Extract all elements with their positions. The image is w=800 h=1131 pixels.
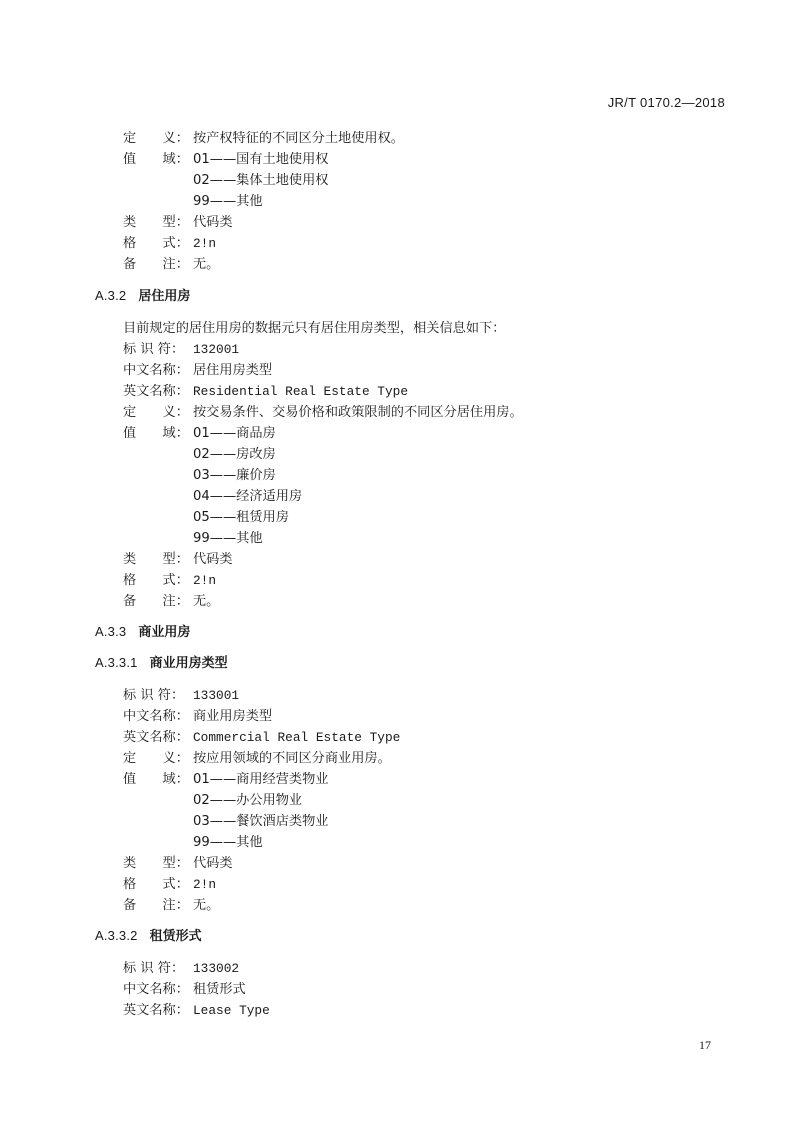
definition-label: 定 义： <box>123 405 189 420</box>
english-name-row <box>123 381 408 402</box>
section-title: 居住用房 <box>138 289 191 304</box>
chinese-name-value: 居住用房类型 <box>193 363 273 378</box>
chinese-name-label: 中文名称： <box>123 363 189 378</box>
type-label: 类 型： <box>123 552 189 567</box>
domain-item: 01——商品房 <box>193 426 276 441</box>
section-title: 商业用房类型 <box>149 656 228 671</box>
domain-item: 04——经济适用房 <box>193 489 303 504</box>
type-label: 类 型： <box>123 215 189 230</box>
english-name-label: 英文名称： <box>123 1003 189 1018</box>
format-value: 2!n <box>193 236 217 251</box>
domain-item: 02——集体土地使用权 <box>193 173 329 188</box>
format-label: 格 式： <box>123 877 189 892</box>
section-number: A.3.3.2 <box>95 928 138 943</box>
definition-value: 按产权特征的不同区分土地使用权。 <box>193 131 404 146</box>
section-heading-a32 <box>95 286 190 306</box>
page-number: 17 <box>699 1038 711 1052</box>
note-value: 无。 <box>193 257 220 272</box>
identifier-label: 标 识 符： <box>123 342 185 357</box>
chinese-name-row <box>123 706 272 727</box>
domain-item: 05——租赁用房 <box>193 510 289 525</box>
definition-row <box>123 402 523 423</box>
type-row <box>123 853 233 874</box>
domain-item: 99——其他 <box>193 835 263 850</box>
domain-label: 值 域： <box>123 152 189 167</box>
identifier-value: 133002 <box>193 961 240 976</box>
chinese-name-row <box>123 979 246 1000</box>
section-title: 商业用房 <box>138 625 191 640</box>
note-label: 备 注： <box>123 594 189 609</box>
note-value: 无。 <box>193 898 220 913</box>
section-heading-a332 <box>95 926 202 946</box>
section-number: A.3.3 <box>95 624 127 639</box>
format-row <box>123 233 216 254</box>
chinese-name-value: 商业用房类型 <box>193 709 273 724</box>
domain-label: 值 域： <box>123 426 189 441</box>
identifier-label: 标 识 符： <box>123 961 185 976</box>
section-number: A.3.2 <box>95 288 127 303</box>
identifier-label: 标 识 符： <box>123 688 185 703</box>
note-label: 备 注： <box>123 898 189 913</box>
english-name-label: 英文名称： <box>123 730 189 745</box>
english-name-value: Commercial Real Estate Type <box>193 730 401 745</box>
type-value: 代码类 <box>193 215 233 230</box>
domain-item: 01——国有土地使用权 <box>193 152 329 167</box>
definition-value: 按交易条件、交易价格和政策限制的不同区分居住用房。 <box>193 405 523 420</box>
document-header: JR/T 0170.2—2018 <box>607 95 725 110</box>
domain-item: 03——餐饮酒店类物业 <box>193 814 329 829</box>
format-row <box>123 874 216 895</box>
english-name-label: 英文名称： <box>123 384 189 399</box>
note-label: 备 注： <box>123 257 189 272</box>
definition-label: 定 义： <box>123 131 189 146</box>
note-value: 无。 <box>193 594 220 609</box>
identifier-row <box>123 958 239 979</box>
definition-label: 定 义： <box>123 751 189 766</box>
domain-item: 02——办公用物业 <box>193 793 303 808</box>
english-name-row <box>123 1000 270 1021</box>
type-row <box>123 549 233 570</box>
type-label: 类 型： <box>123 856 189 871</box>
section-heading-a331 <box>95 653 228 673</box>
domain-row <box>123 423 276 444</box>
domain-item: 99——其他 <box>193 531 263 546</box>
intro-paragraph: 目前规定的居住用房的数据元只有居住用房类型，相关信息如下： <box>123 321 506 336</box>
note-row <box>123 254 219 275</box>
english-name-row <box>123 727 400 748</box>
format-value: 2!n <box>193 573 217 588</box>
section-title: 租赁形式 <box>149 929 202 944</box>
format-value: 2!n <box>193 877 217 892</box>
chinese-name-label: 中文名称： <box>123 982 189 997</box>
section-number: A.3.3.1 <box>95 655 138 670</box>
domain-label: 值 域： <box>123 772 189 787</box>
note-row <box>123 591 219 612</box>
identifier-value: 133001 <box>193 688 240 703</box>
identifier-row <box>123 339 239 360</box>
type-value: 代码类 <box>193 856 233 871</box>
definition-row <box>123 128 404 149</box>
domain-item: 03——廉价房 <box>193 468 276 483</box>
english-name-value: Residential Real Estate Type <box>193 384 409 399</box>
format-row <box>123 570 216 591</box>
domain-row <box>123 769 328 790</box>
domain-item: 99——其他 <box>193 194 263 209</box>
domain-item: 02——房改房 <box>193 447 276 462</box>
type-value: 代码类 <box>193 552 233 567</box>
section-heading-a33 <box>95 622 190 642</box>
type-row <box>123 212 233 233</box>
identifier-row <box>123 685 239 706</box>
identifier-value: 132001 <box>193 342 240 357</box>
english-name-value: Lease Type <box>193 1003 270 1018</box>
definition-value: 按应用领域的不同区分商业用房。 <box>193 751 391 766</box>
chinese-name-label: 中文名称： <box>123 709 189 724</box>
note-row <box>123 895 219 916</box>
chinese-name-row <box>123 360 272 381</box>
definition-row <box>123 748 391 769</box>
format-label: 格 式： <box>123 573 189 588</box>
chinese-name-value: 租赁形式 <box>193 982 246 997</box>
format-label: 格 式： <box>123 236 189 251</box>
domain-item: 01——商用经营类物业 <box>193 772 329 787</box>
domain-row <box>123 149 328 170</box>
